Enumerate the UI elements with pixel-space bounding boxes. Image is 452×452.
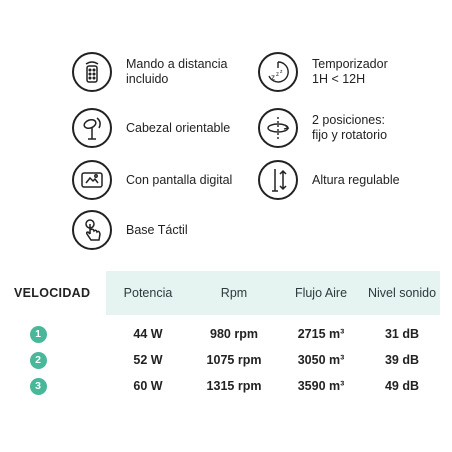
feature-rotation [258, 108, 387, 148]
touch-icon [72, 210, 112, 250]
velocity-header: VELOCIDAD [14, 286, 91, 300]
cell-flujo-aire: 3050 m³ [297, 353, 345, 367]
feature-touch [72, 210, 188, 250]
cell-nivel-sonido: 39 dB [384, 353, 420, 367]
adjustable-head-icon [72, 108, 112, 148]
feature-height [258, 160, 400, 200]
speed-spec-table [14, 271, 440, 399]
table-header-row [14, 271, 440, 315]
timer-icon [258, 52, 298, 92]
table-row [14, 321, 440, 347]
svg-text:z: z [280, 69, 283, 75]
cell-nivel-sonido: 49 dB [384, 379, 420, 393]
table-row [14, 347, 440, 373]
feature-label-rotation: 2 posiciones: fijo y rotatorio [312, 113, 388, 142]
cell-flujo-aire: 3590 m³ [297, 379, 345, 393]
feature-label-height: Altura regulable [312, 172, 400, 187]
feature-label-head: Cabezal orientable [126, 120, 231, 135]
header-flujo-aire: Flujo Aire [294, 286, 348, 300]
cell-rpm: 980 rpm [210, 327, 258, 341]
table-header-band [106, 271, 440, 315]
height-adjust-icon [258, 160, 298, 200]
cell-potencia: 60 W [133, 379, 163, 393]
feature-label-display: Con pantalla digital [126, 172, 233, 187]
rotation-icon [258, 108, 298, 148]
feature-label-remote: Mando a distancia incluido [126, 57, 228, 86]
cell-rpm: 1315 rpm [206, 379, 262, 393]
header-potencia: Potencia [123, 286, 173, 300]
cell-rpm: 1075 rpm [206, 353, 262, 367]
speed-badge: 2 [30, 352, 47, 369]
header-rpm: Rpm [220, 286, 248, 300]
speed-badge: 1 [30, 326, 47, 343]
cell-potencia: 52 W [133, 353, 163, 367]
feature-display [72, 160, 232, 200]
header-nivel-sonido: Nivel sonido [367, 286, 437, 300]
feature-timer [258, 52, 388, 92]
feature-remote [72, 52, 227, 92]
svg-text:z: z [276, 72, 279, 78]
remote-control-icon [72, 52, 112, 92]
feature-label-touch: Base Táctil [126, 222, 188, 237]
table-row [14, 373, 440, 399]
cell-potencia: 44 W [133, 327, 163, 341]
cell-nivel-sonido: 31 dB [384, 327, 420, 341]
digital-display-icon [72, 160, 112, 200]
feature-label-timer: Temporizador 1H < 12H [312, 57, 388, 86]
cell-flujo-aire: 2715 m³ [297, 327, 345, 341]
speed-badge: 3 [30, 378, 47, 395]
feature-head [72, 108, 230, 148]
svg-text:z: z [271, 73, 275, 82]
